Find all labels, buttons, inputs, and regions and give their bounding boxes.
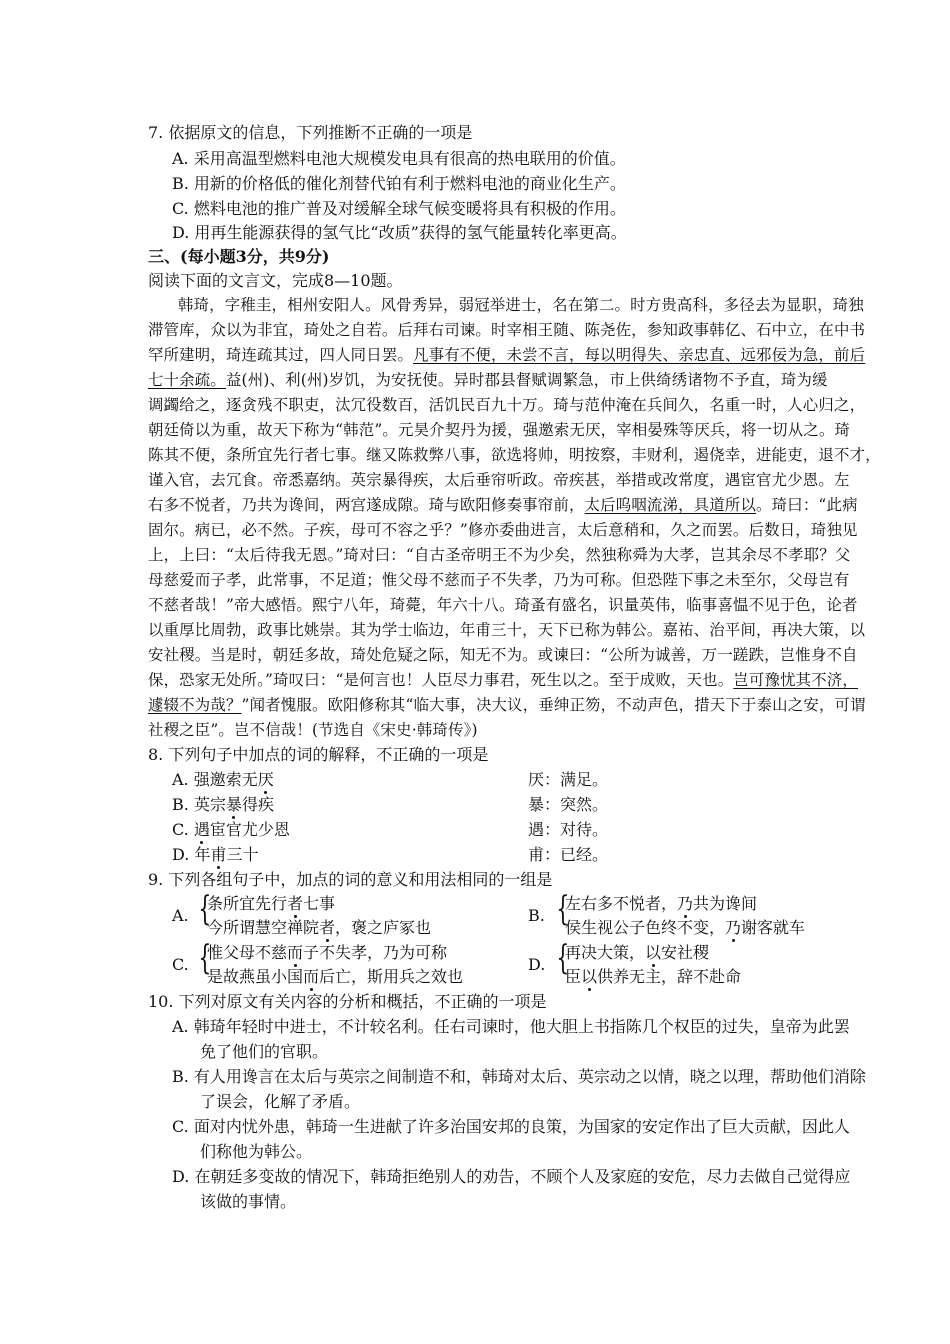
section3-instruction: 阅读下面的文言文，完成8—10题。 bbox=[148, 271, 403, 290]
passage-line: 上，上曰：“太后待我无恩。”琦对曰：“自古圣帝明王不为少矣，然独称舜为大孝，岂其余尽不孝耶？父 bbox=[148, 546, 851, 564]
q8-gloss-c: 遇：对待。 bbox=[528, 820, 609, 839]
underlined-sentence: 七十余疏。 bbox=[148, 371, 226, 389]
q9-a-line1: 条所宜先行者七事 bbox=[207, 894, 336, 913]
q9-label-b: B. bbox=[528, 906, 545, 925]
q9-stem: 9. 下列各组句子中，加点的词的意义和用法相同的一组是 bbox=[148, 870, 553, 889]
underlined-sentence: 岂可豫忧其不济， bbox=[733, 671, 859, 689]
q7-option-d: D. 用再生能源获得的氢气比“改质”获得的氢气能量转化率更高。 bbox=[172, 223, 627, 242]
q9-c-line2: 是故燕虽小国而后亡，斯用兵之效也 bbox=[207, 967, 464, 986]
q9-a-line2: 今所谓慧空禅院者，褒之庐冢也 bbox=[207, 918, 432, 937]
passage-line: 以重厚比周勃，政事比姚崇。其为学士临边，年甫三十，天下已称为韩公。嘉祐、治平间，再决大策，以 bbox=[148, 621, 866, 639]
q7-option-c: C. 燃料电池的推广普及对缓解全球气候变暖将具有积极的作用。 bbox=[172, 199, 626, 218]
q7-option-a: A. 采用高温型燃料电池大规模发电具有很高的热电联用的价值。 bbox=[172, 149, 626, 168]
passage-line: 陈其不便，条所宜先行者七事。继又陈救弊八事，欲选将帅，明按察，丰财利，遏侥幸，进能吏，退不才， bbox=[148, 446, 881, 464]
underlined-sentence: 太后呜咽流涕，具道所以 bbox=[584, 496, 757, 514]
passage-line: 滞管库，众以为非宜，琦处之自若。后拜右司谏。时宰相王随、陈尧佐，参知政事韩亿、石中立，在中书 bbox=[148, 321, 866, 339]
q9-d-line2: 臣以供养无主，辞不赴命 bbox=[565, 967, 742, 986]
q10-stem: 10. 下列对原文有关内容的分析和概括，不正确的一项是 bbox=[148, 992, 547, 1011]
passage-line: 罕所建明，琦连疏其过，四人同日罢。凡事有不便，未尝不言，每以明得失、亲忠直、远邪佞为急，前后 bbox=[148, 346, 866, 364]
q7-option-b: B. 用新的价格低的催化剂替代铂有利于燃料电池的商业化生产。 bbox=[172, 174, 626, 193]
passage-line: 固尔。病已，必不然。子疾，母可不容之乎？”修亦委曲进言，太后意稍和，久之而罢。后数日，琦独见 bbox=[148, 521, 858, 539]
q10-option-a: A. 韩琦年轻时中进士，不计较名利。任右司谏时，他大胆上书指陈几个权臣的过失，皇帝为此罢 bbox=[172, 1017, 850, 1036]
q10-option-d-cont: 该做的事情。 bbox=[200, 1192, 297, 1211]
q8-stem: 8. 下列句子中加点的词的解释，不正确的一项是 bbox=[148, 745, 489, 764]
passage-line: 韩琦，字稚圭，相州安阳人。风骨秀异，弱冠举进士，名在第二。时方贵高科，多径去为显职，琦独 bbox=[178, 296, 864, 314]
passage-line: 右多不悦者，乃共为谗间，两宫遂成隙。琦与欧阳修奏事帘前，太后呜咽流涕，具道所以。琦曰：“此病 bbox=[148, 496, 858, 514]
q9-label-c: C. bbox=[172, 955, 189, 974]
q8-gloss-b: 暴：突然。 bbox=[528, 795, 609, 814]
q10-option-b-cont: 了误会，化解了矛盾。 bbox=[200, 1092, 361, 1111]
passage-line: 母慈爱而子孝，此常事，不足道；惟父母不慈而子不失孝，乃为可称。但恐陛下事之未至尔，父母岂有 bbox=[148, 571, 850, 589]
brace-icon: { bbox=[198, 889, 212, 929]
q10-option-d: D. 在朝廷多变故的情况下，韩琦拒绝别人的劝告，不顾个人及家庭的安危，尽力去做自己觉得应 bbox=[172, 1167, 851, 1186]
q8-gloss-a: 厌：满足。 bbox=[528, 770, 609, 789]
underlined-sentence: 遽辍不为哉？ bbox=[148, 696, 242, 714]
passage-line: 遽辍不为哉？”闻者愧服。欧阳修称其“临大事，决大议，垂绅正笏，不动声色，措天下于泰山之安，可谓 bbox=[148, 696, 866, 714]
q9-label-a: A. bbox=[172, 906, 189, 925]
q7-stem: 7. 依据原文的信息，下列推断不正确的一项是 bbox=[148, 123, 473, 142]
brace-icon: { bbox=[198, 938, 212, 978]
q9-d-line1: 再决大策，以安社稷 bbox=[565, 943, 710, 962]
passage-line: 不慈者哉！”帝大感悟。熙宁八年，琦薨，年六十八。琦蚤有盛名，识量英伟，临事喜愠不见于色，论者 bbox=[148, 596, 858, 614]
q10-option-c: C. 面对内忧外患，韩琦一生进献了许多治国安邦的良策，为国家的安定作出了巨大贡献，因此人 bbox=[172, 1117, 850, 1136]
q8-option-a: A. 强邀索无厌 bbox=[172, 770, 274, 789]
passage-line: 调蠲给之，逐贪残不职吏，汰冗役数百，活饥民百九十万。琦与范仲淹在兵间久，名重一时，人心归之， bbox=[148, 396, 866, 414]
q8-gloss-d: 甫：已经。 bbox=[528, 845, 609, 864]
section3-heading: 三、(每小题3分，共9分) bbox=[148, 247, 330, 266]
dotted-word: 甫 bbox=[210, 845, 227, 864]
q9-b-line2: 侯生视公子色终不变，乃谢客就车 bbox=[565, 918, 806, 937]
passage-line: 谨入官，去冗食。帝悉嘉纳。英宗暴得疾，太后垂帘听政。帝疾甚，举措或改常度，遇宦官尤少恩。左 bbox=[148, 471, 850, 489]
brace-icon: { bbox=[556, 889, 570, 929]
q9-c-line1: 惟父母不慈而子不失孝，乃为可称 bbox=[207, 943, 448, 962]
dotted-word: 暴 bbox=[225, 795, 242, 814]
q10-option-c-cont: 们称他为韩公。 bbox=[200, 1142, 313, 1161]
passage-line: 七十余疏。益(州)、利(州)岁饥，为安抚使。异时郡县督赋调繁急，市上供绮绣诸物不予直，琦为缓 bbox=[148, 371, 828, 389]
passage-line: 安社稷。当是时，朝廷多故，琦处危疑之际，知无不为。或谏曰：“公所为诚善，万一蹉跌，岂惟身不自 bbox=[148, 646, 858, 664]
brace-icon: { bbox=[556, 938, 570, 978]
dotted-word: 遇 bbox=[193, 820, 210, 839]
dotted-word: 厌 bbox=[257, 770, 274, 789]
q8-option-c: C. 遇宦官尤少恩 bbox=[172, 820, 290, 839]
q8-option-d: D. 年甫三十 bbox=[172, 845, 259, 864]
q10-option-a-cont: 免了他们的官职。 bbox=[200, 1042, 329, 1061]
passage-line: 保，恐家无处所。”琦叹曰：“是何言也！人臣尽力事君，死生以之。至于成败，天也。岂可豫忧其不济， bbox=[148, 671, 859, 689]
q10-option-b: B. 有人用谗言在太后与英宗之间制造不和，韩琦对太后、英宗动之以情，晓之以理，帮助他们消除 bbox=[172, 1067, 866, 1086]
passage-line: 朝廷倚以为重，故天下称为“韩范”。元昊介契丹为援，强邀索无厌，宰相晏殊等厌兵，将一切从之。琦 bbox=[148, 421, 851, 439]
passage-line: 社稷之臣”。岂不信哉！(节选自《宋史·韩琦传》) bbox=[148, 721, 478, 739]
q9-b-line1: 左右多不悦者，乃共为谗间 bbox=[565, 894, 758, 913]
underlined-sentence: 凡事有不便，未尝不言，每以明得失、亲忠直、远邪佞为急，前后 bbox=[413, 346, 866, 364]
q8-option-b: B. 英宗暴得疾 bbox=[172, 795, 274, 814]
q9-label-d: D. bbox=[528, 955, 546, 974]
